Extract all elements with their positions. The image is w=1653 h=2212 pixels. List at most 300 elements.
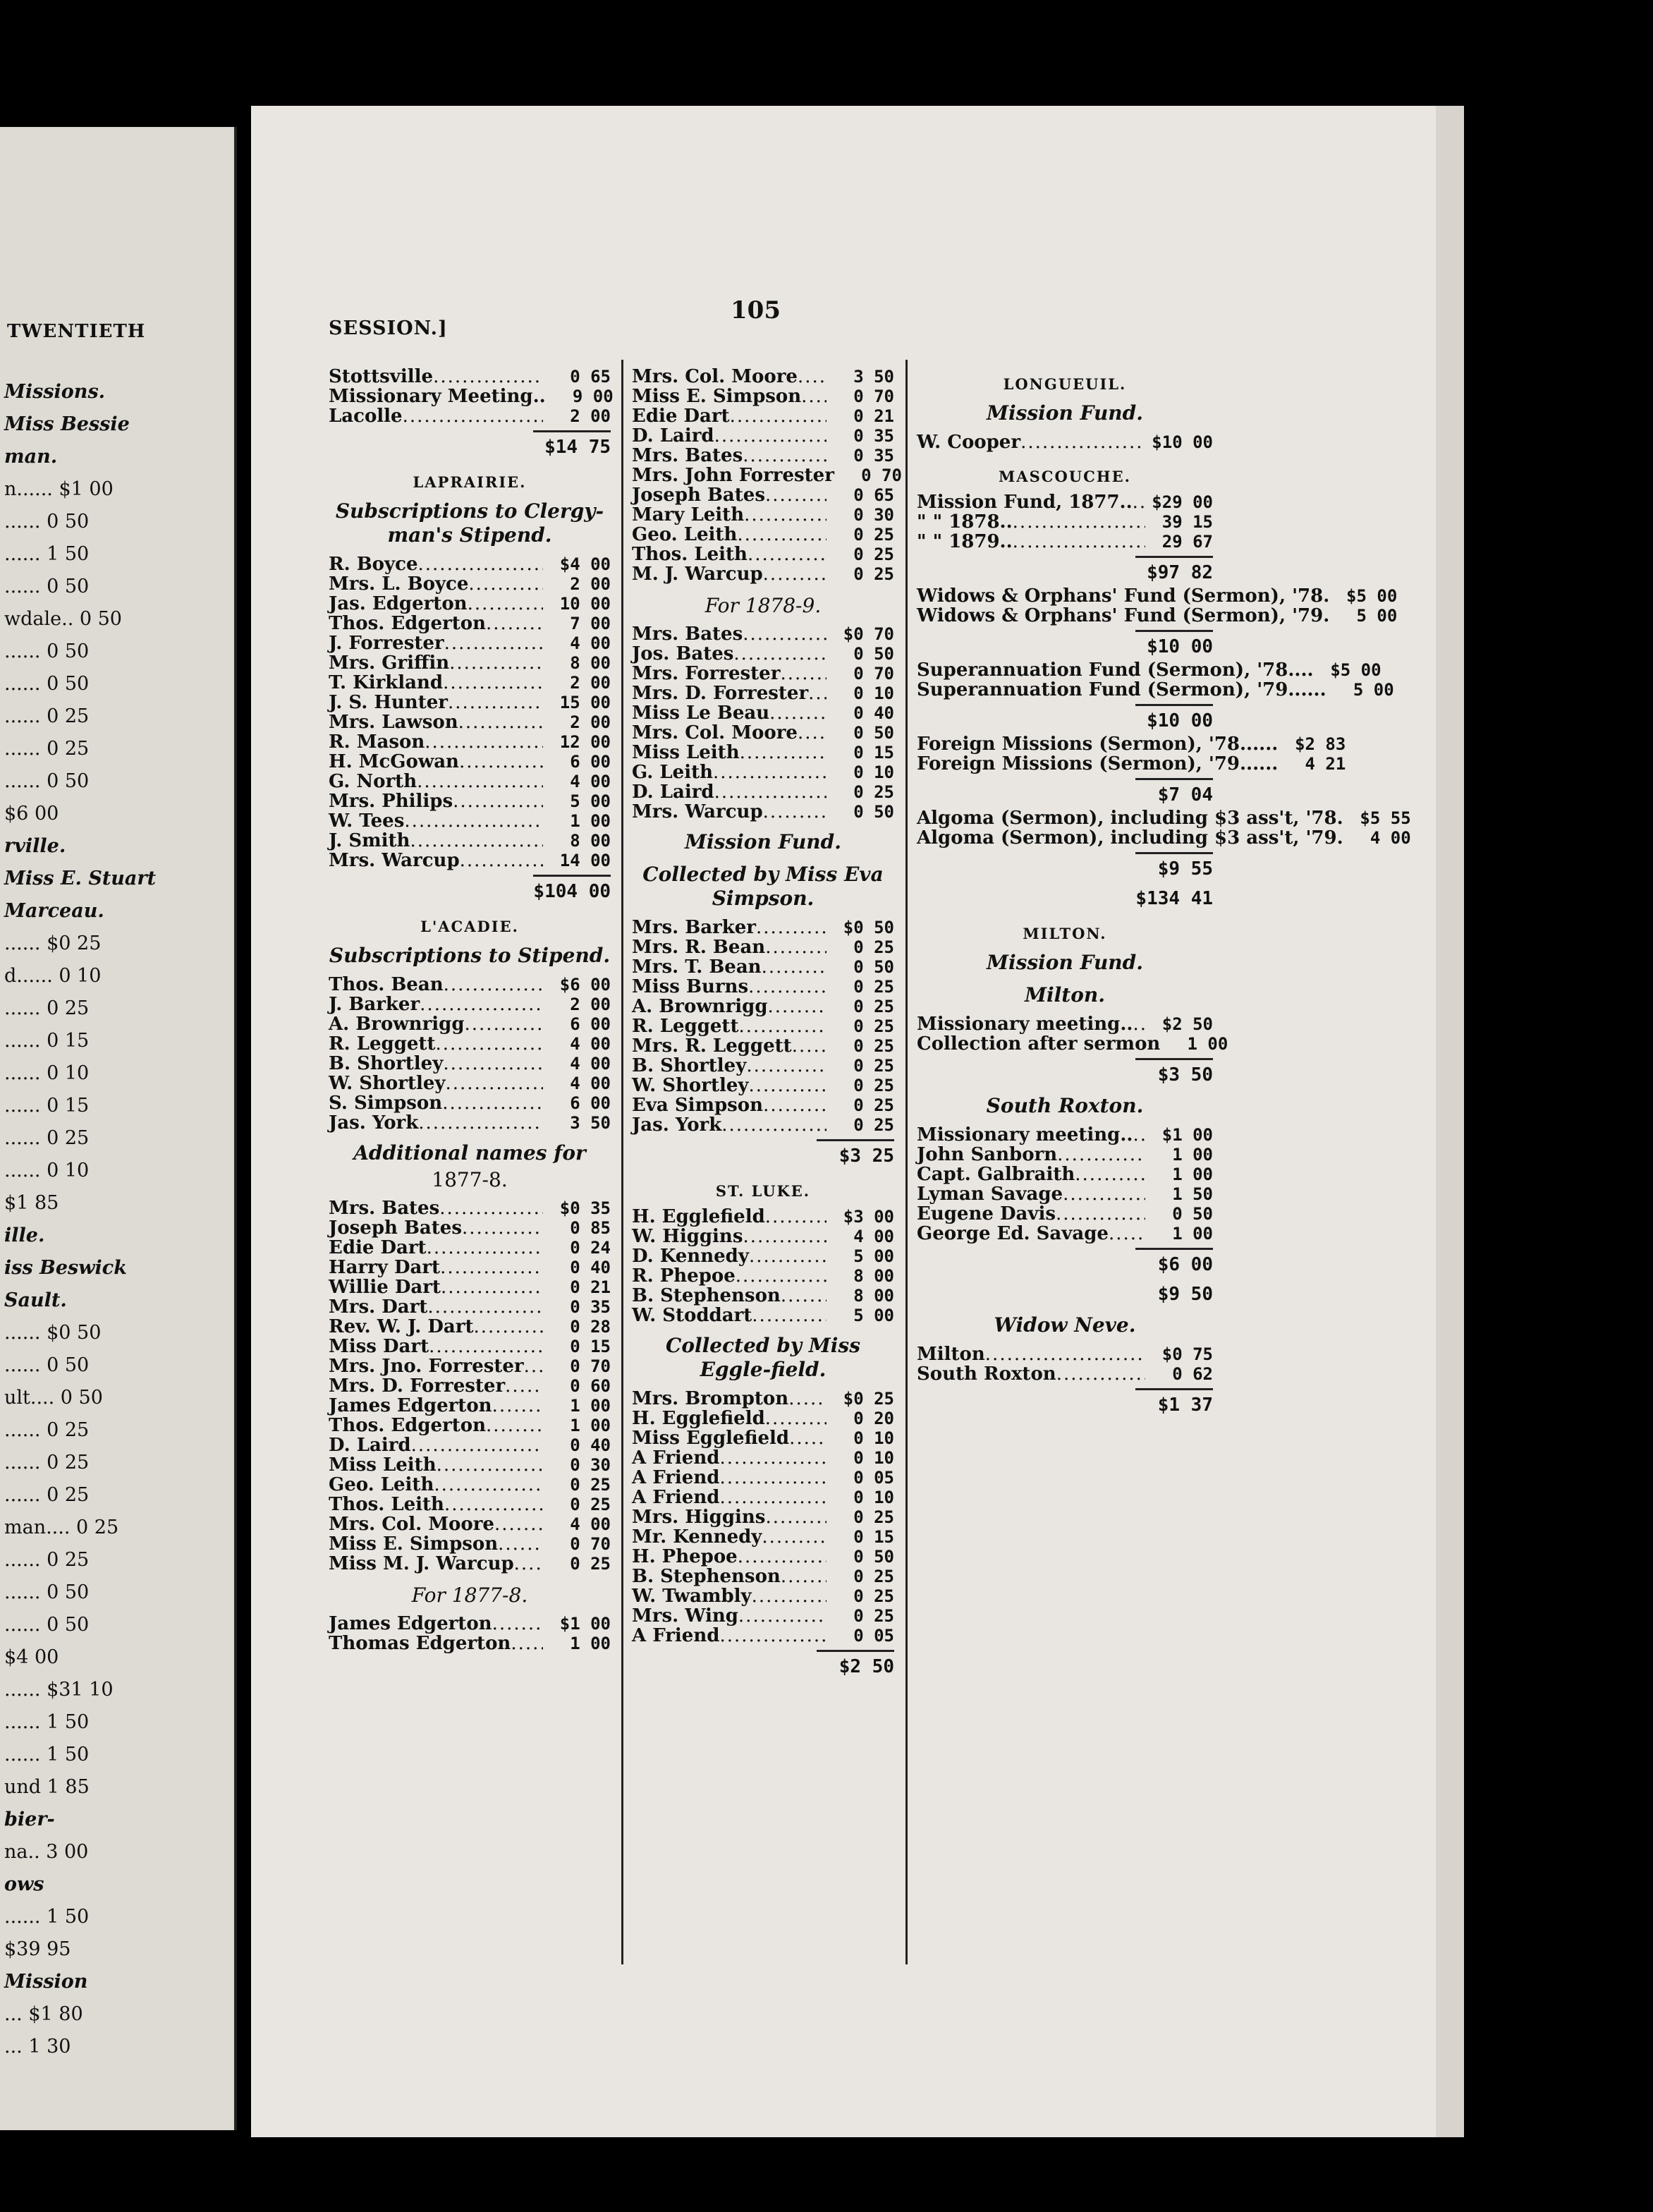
donor-name: W. Shortley <box>329 1073 446 1094</box>
st-luke-list <box>632 1207 894 1325</box>
amount: 0 25 <box>853 1507 894 1527</box>
leader-dots <box>1063 1184 1145 1204</box>
list-item <box>632 1076 894 1095</box>
amount: 29 67 <box>1161 532 1213 552</box>
amount: 0 28 <box>570 1317 611 1337</box>
leader-dots <box>511 1634 543 1653</box>
donor-name: J. S. Hunter <box>329 692 448 713</box>
left-page-line: ...... 0 50 <box>4 1354 90 1376</box>
left-page-line: Miss E. Stuart <box>4 868 157 889</box>
amount: 1 00 <box>570 1416 611 1435</box>
leader-dots <box>738 1547 826 1567</box>
leader-dots <box>446 1074 543 1093</box>
amount: $0 25 <box>843 1389 894 1409</box>
list-item <box>632 1626 894 1646</box>
list-item <box>632 1207 894 1227</box>
leader-dots <box>748 545 826 564</box>
leader-dots <box>492 1614 543 1634</box>
leader-dots <box>462 1218 543 1238</box>
list-item <box>632 1547 894 1567</box>
subheading-collected: Collected by Miss Eva Simpson. <box>642 863 884 910</box>
list-item <box>632 918 894 937</box>
subheading-stipend: Subscriptions to Clergy-man's Stipend. <box>335 499 604 547</box>
total: $3 50 <box>1135 1058 1213 1086</box>
amount: 9 00 <box>572 387 614 406</box>
amount: 0 50 <box>853 723 894 743</box>
donor-name: Geo. Leith <box>329 1474 434 1495</box>
donor-name: Miss E. Simpson <box>329 1533 499 1555</box>
donor-name: Mrs. R. Leggett <box>632 1035 792 1057</box>
south-roxton-list <box>917 1125 1213 1244</box>
amount: 0 25 <box>570 1554 611 1574</box>
donor-name: Mrs. Higgins <box>632 1507 766 1528</box>
left-page-line: d...... 0 10 <box>4 965 102 987</box>
list-item <box>632 1227 894 1246</box>
amount: 0 30 <box>570 1455 611 1475</box>
donor-name: G. North <box>329 771 417 792</box>
amount: 6 00 <box>570 752 611 772</box>
left-page-line: ...... 0 25 <box>4 1452 90 1473</box>
list-item <box>632 485 894 505</box>
list-item <box>632 465 902 486</box>
list-item <box>632 1586 894 1606</box>
left-page-line: man.... 0 25 <box>4 1517 119 1538</box>
list-item <box>917 1033 1228 1055</box>
year-label: 1877-8. <box>432 1168 508 1191</box>
donor-name: South Roxton <box>917 1363 1056 1385</box>
amount: $29 00 <box>1152 492 1213 512</box>
left-page-line: $39 95 <box>4 1938 71 1960</box>
donor-name: Jas. York <box>632 1114 722 1136</box>
donor-name: Harry Dart <box>329 1257 441 1278</box>
amount: 0 10 <box>853 1448 894 1468</box>
donor-name: M. J. Warcup <box>632 564 763 585</box>
donor-name: Stottsville <box>329 366 434 387</box>
left-page-line: ... $1 80 <box>4 2003 83 2025</box>
left-page-line: ...... 0 25 <box>4 1127 90 1149</box>
subheading-south-roxton: South Roxton. <box>986 1094 1144 1117</box>
leader-dots <box>746 1056 826 1076</box>
leader-dots <box>441 1277 543 1297</box>
list-item <box>917 605 1398 626</box>
leader-dots <box>1133 492 1145 512</box>
amount: 7 00 <box>570 614 611 633</box>
donor-name: Widows & Orphans' Fund (Sermon), '78. <box>917 585 1330 607</box>
donor-name: Miss Dart <box>329 1336 429 1357</box>
leader-dots <box>752 1306 826 1325</box>
amount: 4 00 <box>570 1514 611 1534</box>
leader-dots <box>524 1356 543 1376</box>
left-page-line: ...... 0 25 <box>4 738 90 760</box>
list-item <box>632 1056 894 1076</box>
list-item <box>917 1364 1213 1384</box>
amount: 0 65 <box>853 485 894 505</box>
leader-dots <box>781 1567 826 1586</box>
donor-name: A Friend <box>632 1467 720 1488</box>
donor-name: R. Mason <box>329 731 425 753</box>
donor-name: Mrs. Jno. Forrester <box>329 1356 524 1377</box>
list-item <box>329 554 611 574</box>
list-item <box>632 1306 894 1325</box>
donor-name: Mary Leith <box>632 504 745 525</box>
amount: 0 21 <box>853 406 894 426</box>
donor-name: D. Laird <box>632 425 714 446</box>
amount: $1 00 <box>559 1614 611 1634</box>
amount: 0 25 <box>853 525 894 545</box>
amount: $5 00 <box>1330 660 1381 680</box>
donor-name: Capt. Galbraith <box>917 1164 1075 1185</box>
amount: 0 30 <box>853 505 894 525</box>
total: $10 00 <box>1135 704 1213 731</box>
laprairie-list <box>329 554 611 870</box>
donor-name: Mrs. D. Forrester <box>632 683 809 704</box>
amount: 1 00 <box>1172 1224 1213 1244</box>
section-heading-st-luke: ST. LUKE. <box>715 1182 811 1200</box>
left-page-line: Mission <box>4 1971 88 1993</box>
donor-name: Joseph Bates <box>329 1217 462 1239</box>
list-item <box>917 827 1411 849</box>
list-item <box>329 1455 611 1475</box>
donor-name: " " 1878.. <box>917 511 1013 533</box>
donor-name: Jos. Bates <box>632 643 734 664</box>
left-page-line: $4 00 <box>4 1646 59 1668</box>
amount: 0 10 <box>853 1428 894 1448</box>
amount: 0 70 <box>853 664 894 683</box>
list-item <box>329 367 611 387</box>
leader-dots <box>749 1076 826 1095</box>
leader-dots <box>449 653 543 673</box>
list-item <box>329 1534 611 1554</box>
left-page-line: ult.... 0 50 <box>4 1387 103 1409</box>
left-page-line: ...... 0 10 <box>4 1160 90 1181</box>
leader-dots <box>737 525 826 545</box>
section-heading-longueuil: LONGUEUIL. <box>1003 375 1127 393</box>
additional-list <box>329 1198 611 1574</box>
donor-name: J. Forrester <box>329 633 444 654</box>
amount: 8 00 <box>570 653 611 673</box>
left-page-line: ...... 0 50 <box>4 1581 90 1603</box>
leader-dots <box>444 1495 543 1514</box>
left-page-line: ...... 0 50 <box>4 576 90 597</box>
donor-name: George Ed. Savage <box>917 1223 1109 1244</box>
leader-dots <box>1056 1204 1145 1224</box>
amount: 0 05 <box>853 1468 894 1488</box>
list-item <box>329 1337 611 1356</box>
amount: 0 25 <box>853 1036 894 1056</box>
amount: 0 25 <box>853 1095 894 1115</box>
leader-dots <box>719 1448 826 1468</box>
list-item <box>329 1614 611 1634</box>
donor-name: Willie Dart <box>329 1277 441 1298</box>
left-page-line: ...... 0 50 <box>4 511 90 533</box>
donor-name: Miss Egglefield <box>632 1428 790 1449</box>
list-item <box>632 1409 894 1428</box>
total: $3 25 <box>817 1139 894 1167</box>
donor-name: D. Kennedy <box>632 1246 749 1267</box>
amount: 0 25 <box>853 937 894 957</box>
leader-dots <box>798 367 826 387</box>
list-item <box>329 614 611 633</box>
amount: 6 00 <box>570 1093 611 1113</box>
left-page-line: ...... 0 25 <box>4 705 90 727</box>
leader-dots <box>743 624 826 644</box>
donor-name: H. Phepoe <box>632 1546 738 1567</box>
list-item <box>329 975 611 995</box>
list-item <box>632 1389 894 1409</box>
amount: $5 55 <box>1360 808 1411 828</box>
left-page-line: ows <box>4 1873 44 1895</box>
left-page-line: $1 85 <box>4 1192 59 1214</box>
total: $14 75 <box>533 430 611 458</box>
donor-name: Mrs. Dart <box>329 1296 428 1318</box>
total: $97 82 <box>1135 556 1213 583</box>
list-item <box>632 1448 894 1468</box>
donor-name: Thos. Leith <box>329 1494 444 1515</box>
list-item <box>632 743 894 762</box>
donor-name: R. Phepoe <box>632 1265 736 1287</box>
leader-dots <box>763 1095 826 1115</box>
list-item <box>329 1416 611 1435</box>
donor-name: J. Barker <box>329 994 420 1015</box>
total: $6 00 <box>1135 1248 1213 1275</box>
leader-dots <box>808 683 826 703</box>
list-item <box>329 1034 611 1054</box>
list-item <box>329 772 611 791</box>
donor-name: Foreign Missions (Sermon), '79...... <box>917 753 1279 774</box>
list-item <box>632 1016 894 1036</box>
amount: 0 40 <box>570 1435 611 1455</box>
amount: 2 00 <box>570 574 611 594</box>
left-page-line: bier- <box>4 1809 55 1830</box>
list-item <box>329 1093 611 1113</box>
leader-dots <box>433 367 543 387</box>
donor-name: Missionary Meeting.. <box>329 386 546 407</box>
left-page-line: rville. <box>4 835 66 857</box>
algoma-list <box>917 808 1411 849</box>
donor-name: G. Leith <box>632 762 713 783</box>
donor-name: Missionary meeting.. <box>917 1014 1133 1035</box>
amount: 0 35 <box>570 1297 611 1317</box>
amount: 0 70 <box>853 387 894 406</box>
leader-dots <box>1075 1165 1145 1184</box>
subheading-stipend: Subscriptions to Stipend. <box>329 944 611 967</box>
leader-dots <box>492 1396 543 1416</box>
list-item <box>632 1095 894 1115</box>
page-number: 105 <box>731 296 781 324</box>
list-item <box>329 995 611 1014</box>
leader-dots <box>714 426 826 446</box>
list-item <box>917 432 1213 452</box>
donor-name: H. Egglefield <box>632 1408 765 1429</box>
donor-name: Thos. Leith <box>632 544 748 565</box>
donor-name: Lyman Savage <box>917 1184 1063 1205</box>
amount: 0 10 <box>853 683 894 703</box>
total: $9 55 <box>1135 852 1213 880</box>
list-item <box>632 977 894 997</box>
list-item <box>632 664 894 683</box>
leader-dots <box>1133 1125 1145 1145</box>
amount: 6 00 <box>570 1014 611 1034</box>
list-item <box>329 1495 611 1514</box>
leader-dots <box>459 752 543 772</box>
list-item <box>329 386 614 407</box>
donor-name: Mr. Kennedy <box>632 1526 762 1548</box>
list-item <box>329 1554 611 1574</box>
year-label: For 1878-9. <box>704 594 822 617</box>
leader-dots <box>486 614 543 633</box>
list-item <box>329 693 611 712</box>
donor-name: Mrs. Forrester <box>632 663 781 684</box>
list-item <box>632 1428 894 1448</box>
donor-name: Geo. Leith <box>632 524 738 545</box>
total: $10 00 <box>1135 630 1213 657</box>
list-item <box>632 1527 894 1547</box>
list-item <box>917 1125 1213 1145</box>
list-item <box>329 1634 611 1653</box>
donor-name: Milton <box>917 1344 985 1365</box>
list-item <box>917 808 1411 829</box>
list-item <box>329 1475 611 1495</box>
list-item <box>917 1145 1213 1165</box>
donor-name: James Edgerton <box>329 1395 492 1416</box>
left-page-line: ...... 0 10 <box>4 1062 90 1084</box>
mascouche-mission-list <box>917 492 1213 552</box>
list-item <box>329 811 611 831</box>
leader-dots <box>411 1435 543 1455</box>
longueuil-list <box>917 432 1213 452</box>
leader-dots <box>736 1266 826 1286</box>
leader-dots <box>733 644 826 664</box>
list-item <box>632 387 894 406</box>
subheading-collected: Collected by Miss Eggle-field. <box>666 1334 860 1381</box>
list-item <box>632 644 894 664</box>
leader-dots <box>443 673 543 693</box>
year-label: For 1877-8. <box>411 1584 528 1607</box>
leader-dots <box>756 918 826 937</box>
list-item <box>917 679 1394 700</box>
donor-name: Mrs. Col. Moore <box>329 1514 494 1535</box>
donor-name: J. Smith <box>329 830 410 851</box>
left-page-line: Missions. <box>4 381 106 403</box>
amount: 5 00 <box>853 1246 894 1266</box>
amount: 0 35 <box>853 446 894 466</box>
amount: 12 00 <box>559 732 611 752</box>
list-item <box>632 997 894 1016</box>
leader-dots <box>439 1198 543 1218</box>
list-item <box>917 753 1346 774</box>
subheading-milton: Milton. <box>1025 983 1105 1007</box>
amount: 0 70 <box>570 1534 611 1554</box>
total: $9 50 <box>1157 1284 1213 1305</box>
donor-name: " " 1879.. <box>917 531 1013 552</box>
leader-dots <box>762 957 826 977</box>
donor-name: Mrs. Barker <box>632 917 756 938</box>
donor-name: Miss E. Simpson <box>632 386 802 407</box>
donor-name: T. Kirkland <box>329 672 444 693</box>
donor-name: B. Stephenson <box>632 1566 781 1587</box>
donor-name: Thos. Edgerton <box>329 613 487 634</box>
section-heading-lacadie: L'ACADIE. <box>420 918 519 935</box>
amount: 39 15 <box>1161 512 1213 532</box>
list-item <box>632 1286 894 1306</box>
leader-dots <box>425 732 543 752</box>
donor-name: A Friend <box>632 1447 720 1469</box>
amount: 0 25 <box>853 1016 894 1036</box>
amount: 0 25 <box>853 997 894 1016</box>
list-item <box>632 1507 894 1527</box>
leader-dots <box>765 485 826 505</box>
donor-name: Mrs. Bates <box>632 445 743 466</box>
left-page-line: ...... 1 50 <box>4 1744 90 1766</box>
amount: 0 50 <box>853 644 894 664</box>
amount: 0 24 <box>570 1238 611 1258</box>
donor-name: Thos. Edgerton <box>329 1415 487 1436</box>
donor-name: D. Laird <box>632 782 714 803</box>
list-item <box>329 1113 611 1133</box>
leader-dots <box>714 782 826 802</box>
amount: 5 00 <box>570 791 611 811</box>
amount: 0 40 <box>570 1258 611 1277</box>
amount: 8 00 <box>853 1266 894 1286</box>
leader-dots <box>744 505 826 525</box>
leader-dots <box>738 1016 826 1036</box>
list-item <box>329 1396 611 1416</box>
amount: $1 00 <box>1161 1125 1213 1145</box>
leader-dots <box>468 574 543 594</box>
donor-name: Rev. W. J. Dart <box>329 1316 474 1337</box>
donor-name: Mrs. John Forrester <box>632 465 834 486</box>
section-heading-mascouche: MASCOUCHE. <box>999 468 1131 485</box>
list-item <box>917 1344 1213 1364</box>
list-item <box>917 1014 1213 1034</box>
donor-name: Mrs. T. Bean <box>632 956 762 978</box>
leader-dots <box>434 1475 543 1495</box>
subheading-mission-fund: Mission Fund. <box>986 401 1143 425</box>
leader-dots <box>468 594 543 614</box>
amount: 8 00 <box>570 831 611 851</box>
donor-name: W. Shortley <box>632 1075 749 1096</box>
left-page-line: iss Beswick <box>4 1257 127 1279</box>
section-heading-laprairie: LAPRAIRIE. <box>413 473 527 491</box>
amount: 5 00 <box>853 1306 894 1325</box>
leader-dots <box>768 997 826 1016</box>
left-page-line: Miss Bessie <box>4 413 130 435</box>
list-item <box>329 633 611 653</box>
list-item <box>632 723 894 743</box>
list-item <box>632 525 894 545</box>
list-item <box>632 1266 894 1286</box>
amount: 4 21 <box>1305 754 1346 774</box>
column-rule-1 <box>621 360 623 1964</box>
donor-name: Mrs. Lawson <box>329 712 458 733</box>
total: $1 37 <box>1135 1388 1213 1416</box>
amount: 0 10 <box>853 1488 894 1507</box>
donor-name: D. Laird <box>329 1435 411 1456</box>
leader-dots <box>498 1534 543 1554</box>
amount: $0 70 <box>843 624 894 644</box>
amount: $3 00 <box>843 1207 894 1227</box>
list-item <box>329 1054 611 1074</box>
donor-name: Mrs. L. Boyce <box>329 573 469 595</box>
list-item <box>329 1435 611 1455</box>
donor-name: Edie Dart <box>632 406 730 427</box>
amount: 1 00 <box>1172 1165 1213 1184</box>
donor-name: R. Leggett <box>632 1016 739 1037</box>
donor-name: Joseph Bates <box>632 485 765 506</box>
leader-dots <box>1013 512 1145 532</box>
amount: 0 50 <box>853 957 894 977</box>
list-item <box>632 545 894 564</box>
